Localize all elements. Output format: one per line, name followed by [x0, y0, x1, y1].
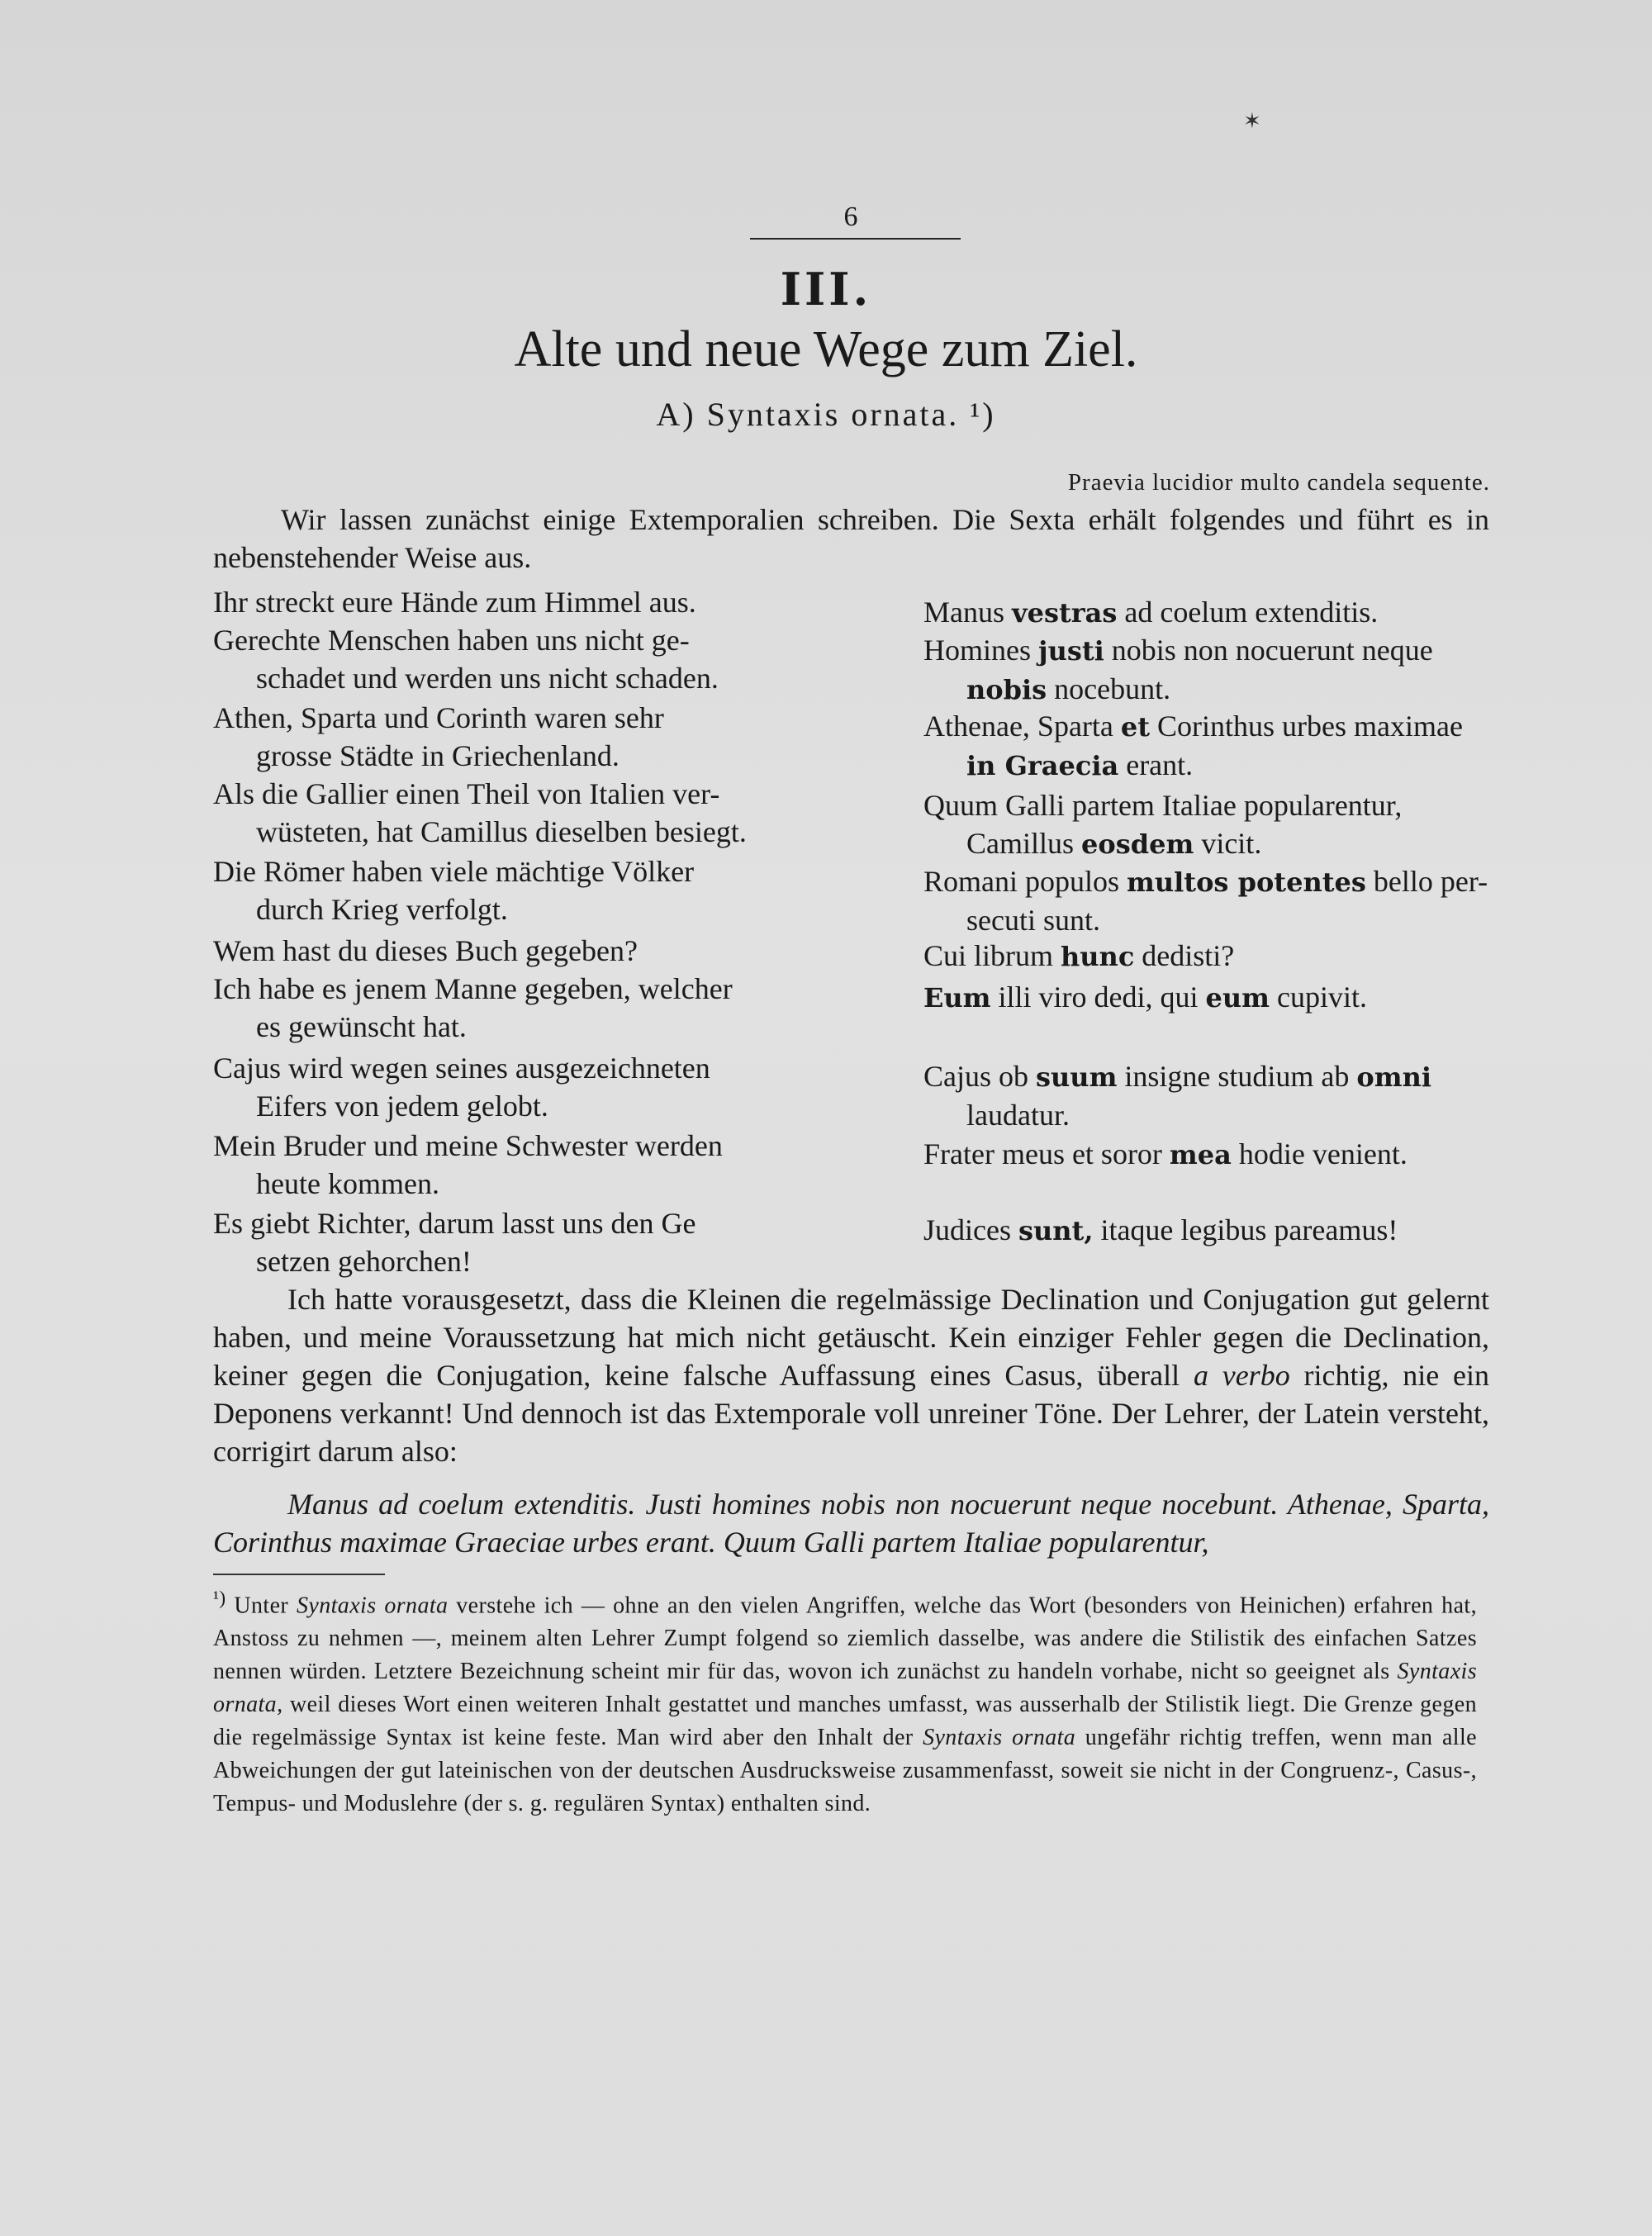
latin-sentence: Quum Galli partem Italiae popularentur, Camillus eosdem vicit. — [923, 789, 1403, 860]
latin-sentence: Manus vestras ad coelum extenditis. — [923, 596, 1379, 629]
motto: Praevia lucidior multo candela sequente. — [1067, 469, 1490, 496]
german-sentence: Wem hast du dieses Buch gegeben? — [213, 934, 638, 967]
latin-sentence: Homines justi nobis non nocuerunt neque nobis nocebunt. — [923, 634, 1433, 705]
german-sentence: Gerechte Menschen haben uns nicht ge- schadet und werden uns nicht schaden. — [213, 624, 719, 695]
german-sentence: Cajus wird wegen seines ausgezeichneten Eifers von jedem gelobt. — [213, 1052, 710, 1123]
latin-sentence: Eum illi viro dedi, qui eum cupivit. — [923, 980, 1367, 1014]
latin-sentence: Cui librum hunc dedisti? — [923, 939, 1235, 972]
german-sentence: Es giebt Richter, darum lasst uns den Ge setzen gehorchen! — [213, 1207, 696, 1278]
chapter-number: III. — [780, 263, 872, 316]
corrected-latin: Manus ad coelum extenditis. Justi homines nobis non nocuerunt neque nocebunt. Athenae, Sparta, Corinthus maximae Graeciae urbes erant. Quum Galli partem Italiae popularentur, — [213, 1488, 1489, 1559]
german-sentence: Die Römer haben viele mächtige Völker durch Krieg verfolgt. — [213, 855, 695, 926]
header-rule — [750, 238, 961, 240]
latin-sentence: Cajus ob suum insigne studium ab omni laudatur. — [923, 1060, 1432, 1132]
german-sentence: Athen, Sparta und Corinth waren sehr grosse Städte in Griechenland. — [213, 701, 664, 772]
latin-sentence: Athenae, Sparta et Corinthus urbes maximae in Graecia erant. — [923, 710, 1463, 781]
german-sentence: Ihr streckt eure Hände zum Himmel aus. — [213, 586, 696, 619]
footnote: $^{^1)}$ Unter Syntaxis ornata verstehe ich — ohne an den vielen Angriffen, welche das Wort (besonders von Heinichen) erfahren hat, Anstoss zu nehmen —, meinem alten Lehrer Zumpt folgend so ziemlich dasselbe, was andere die Stilistik des einfachen Satzes nennen würden. Letztere Bezeichnung scheint mir für das, wovon ich zunächst zu handeln vorhabe, nicht so geeignet als Syntaxis ornata, weil dieses Wort einen weiteren Inhalt gestattet und manches umfasst, was ausserhalb der Stilistik liegt. Die Grenze gegen die regelmässige Syntax ist keine feste. Man wird aber den Inhalt der Syntaxis ornata ungefähr richtig treffen, wenn man alle Abweichungen der gut lateinischen von der deutschen Ausdrucksweise zusammenfasst, soweit sie nicht in der Congruenz-, Casus-, Tempus- und Moduslehre (der s. g. regulären Syntax) enthalten sind. — [213, 1588, 1477, 1817]
intro-paragraph: Wir lassen zunächst einige Extemporalien schreiben. Die Sexta erhält folgendes und führt es in nebenstehender Weise aus. — [213, 503, 1489, 574]
latin-sentence: Frater meus et soror mea hodie venient. — [923, 1137, 1408, 1170]
stray-mark: ✶ — [1243, 109, 1261, 133]
latin-sentence: Romani populos multos potentes bello per- secuti sunt. — [923, 865, 1488, 937]
german-sentence: Als die Gallier einen Theil von Italien ver- wüsteten, hat Camillus dieselben besiegt. — [213, 777, 747, 848]
chapter-title: Alte und neue Wege zum Ziel. — [514, 321, 1138, 377]
section-title: A) Syntaxis ornata. ¹) — [656, 396, 996, 433]
german-sentence: Mein Bruder und meine Schwester werden heute kommen. — [213, 1129, 723, 1200]
footnote-rule — [213, 1574, 385, 1575]
page-number: 6 — [843, 202, 858, 232]
body-paragraph: Ich hatte vorausgesetzt, dass die Kleinen die regelmässige Declination und Conjugation gut gelernt haben, und meine Voraussetzung hat mich nicht getäuscht. Kein einziger Fehler gegen die Declination, keiner gegen die Conjugation, keine falsche Auffassung eines Casus, überall a verbo richtig, nie ein Deponens verkannt! Und dennoch ist das Extemporale voll unreiner Töne. Der Lehrer, der Latein versteht, corrigirt darum also: — [213, 1283, 1490, 1468]
latin-sentence: Judices sunt, itaque legibus pareamus! — [923, 1213, 1398, 1246]
german-sentence: Ich habe es jenem Manne gegeben, welcher es gewünscht hat. — [213, 972, 733, 1043]
